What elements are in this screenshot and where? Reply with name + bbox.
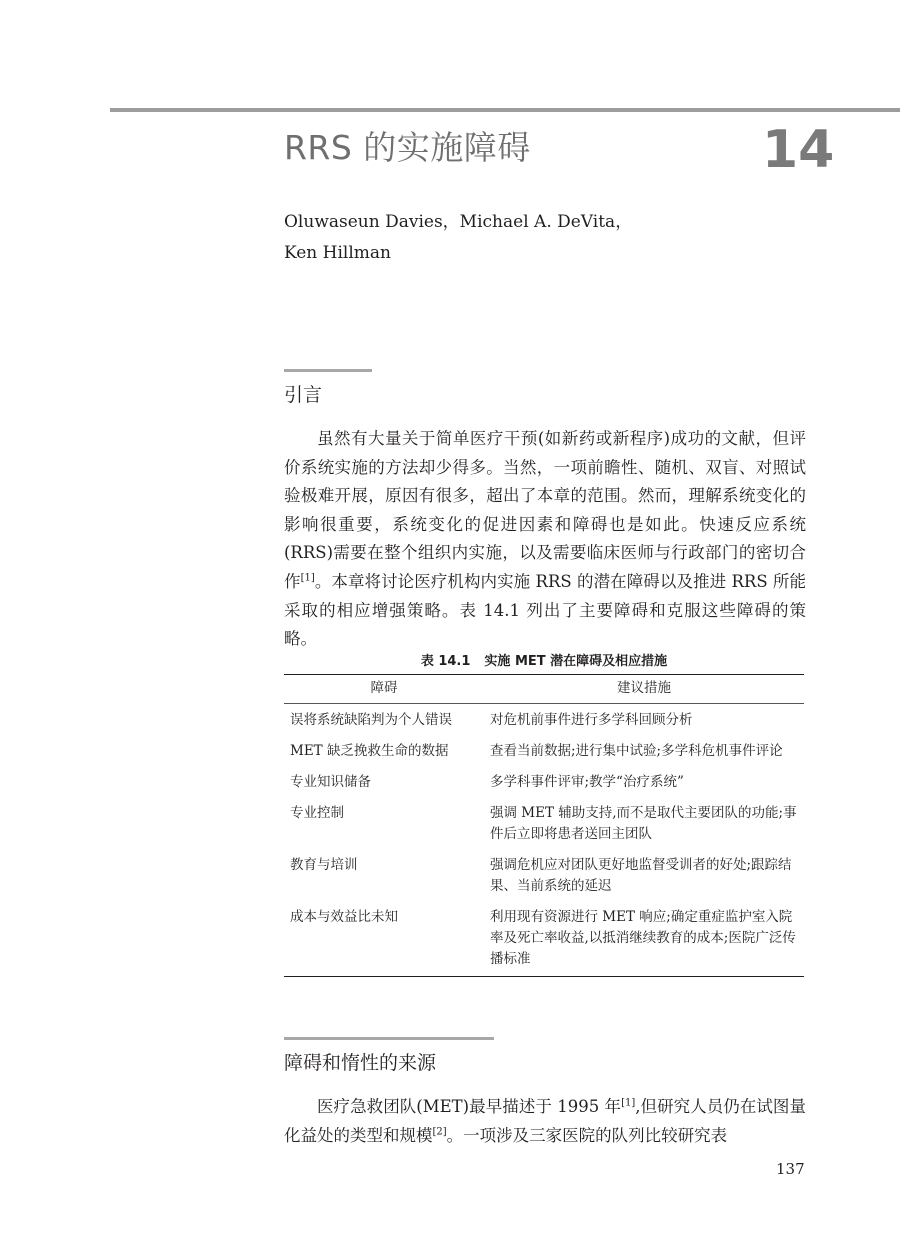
barriers-table <box>284 674 804 977</box>
authors <box>284 207 784 269</box>
introduction-paragraph <box>284 425 806 654</box>
intro-text-a: 虽然有大量关于简单医疗干预(如新药或新程序)成功的文献，但评价系统实施的方法却少得多。当然，一项前瞻性、随机、双盲、对照试验极难开展，原因有很多，超出了本章的范围。然而，理解系统变化的影响很重要，系统变化的促进因素和障碍也是如此。快速反应系统(RRS)需要在整个组织内实施，以及需要临床医师与行政部门的密切合作 <box>284 429 806 591</box>
table-row <box>284 855 804 907</box>
citation-ref: [1] <box>300 572 315 584</box>
citation-ref: [2] <box>432 1126 447 1138</box>
measure-cell: 强调 MET 辅助支持,而不是取代主要团队的功能;事件后立即将患者送回主团队 <box>490 805 797 842</box>
table-row <box>284 803 804 855</box>
barriers-text-b: ,但研究人员仍在试图量化益处的类型和规模 <box>284 1097 806 1145</box>
barrier-cell: MET 缺乏挽救生命的数据 <box>290 743 449 759</box>
table-row <box>284 772 804 803</box>
table-caption-number: 表 14.1 <box>420 654 471 669</box>
header-measure: 建议措施 <box>484 675 804 704</box>
chapter-title: RRS 的实施障碍 <box>284 128 531 167</box>
section-heading-introduction: 引言 <box>284 384 323 406</box>
section-rule-introduction <box>284 369 372 372</box>
barriers-text-a: 医疗急救团队(MET)最早描述于 1995 年 <box>317 1097 622 1116</box>
intro-text-b: 。本章将讨论医疗机构内实施 RRS 的潜在障碍以及推进 RRS 所能采取的相应增强策略。表 14.1 列出了主要障碍和克服这些障碍的策略。 <box>284 571 807 649</box>
citation-ref: [1] <box>621 1097 636 1109</box>
barrier-cell: 专业控制 <box>290 805 344 821</box>
barrier-cell: 专业知识储备 <box>290 774 371 790</box>
table-row <box>284 741 804 772</box>
measure-cell: 对危机前事件进行多学科回顾分析 <box>490 712 693 728</box>
barrier-cell: 教育与培训 <box>290 857 358 873</box>
chapter-number: 14 <box>762 120 835 180</box>
table-header-row <box>284 675 804 704</box>
section-rule-barriers <box>284 1037 494 1040</box>
authors-line-1: Oluwaseun Davies，Michael A. DeVita， <box>284 212 633 232</box>
barriers-paragraph <box>284 1093 806 1150</box>
table-row <box>284 907 804 977</box>
table-caption-title: 实施 MET 潜在障碍及相应措施 <box>484 654 668 669</box>
section-heading-barriers: 障碍和惰性的来源 <box>284 1052 437 1074</box>
barriers-text-c: 。一项涉及三家医院的队列比较研究表 <box>446 1125 728 1145</box>
table-caption <box>284 650 804 669</box>
measure-cell: 利用现有资源进行 MET 响应;确定重症监护室入院率及死亡率收益,以抵消继续教育的成本;医院广泛传播标准 <box>484 907 804 977</box>
measure-cell: 多学科事件评审;教学“治疗系统” <box>490 774 684 790</box>
barrier-cell: 成本与效益比未知 <box>284 907 484 977</box>
measure-cell: 查看当前数据;进行集中试验;多学科危机事件评论 <box>490 743 783 759</box>
header-barrier: 障碍 <box>284 675 484 704</box>
measure-cell: 强调危机应对团队更好地监督受训者的好处;跟踪结果、当前系统的延迟 <box>490 857 792 894</box>
page-number: 137 <box>776 1160 805 1178</box>
authors-line-2: Ken Hillman <box>284 243 391 263</box>
barrier-cell: 误将系统缺陷判为个人错误 <box>290 712 452 728</box>
table-row <box>284 704 804 742</box>
top-rule <box>110 108 900 112</box>
